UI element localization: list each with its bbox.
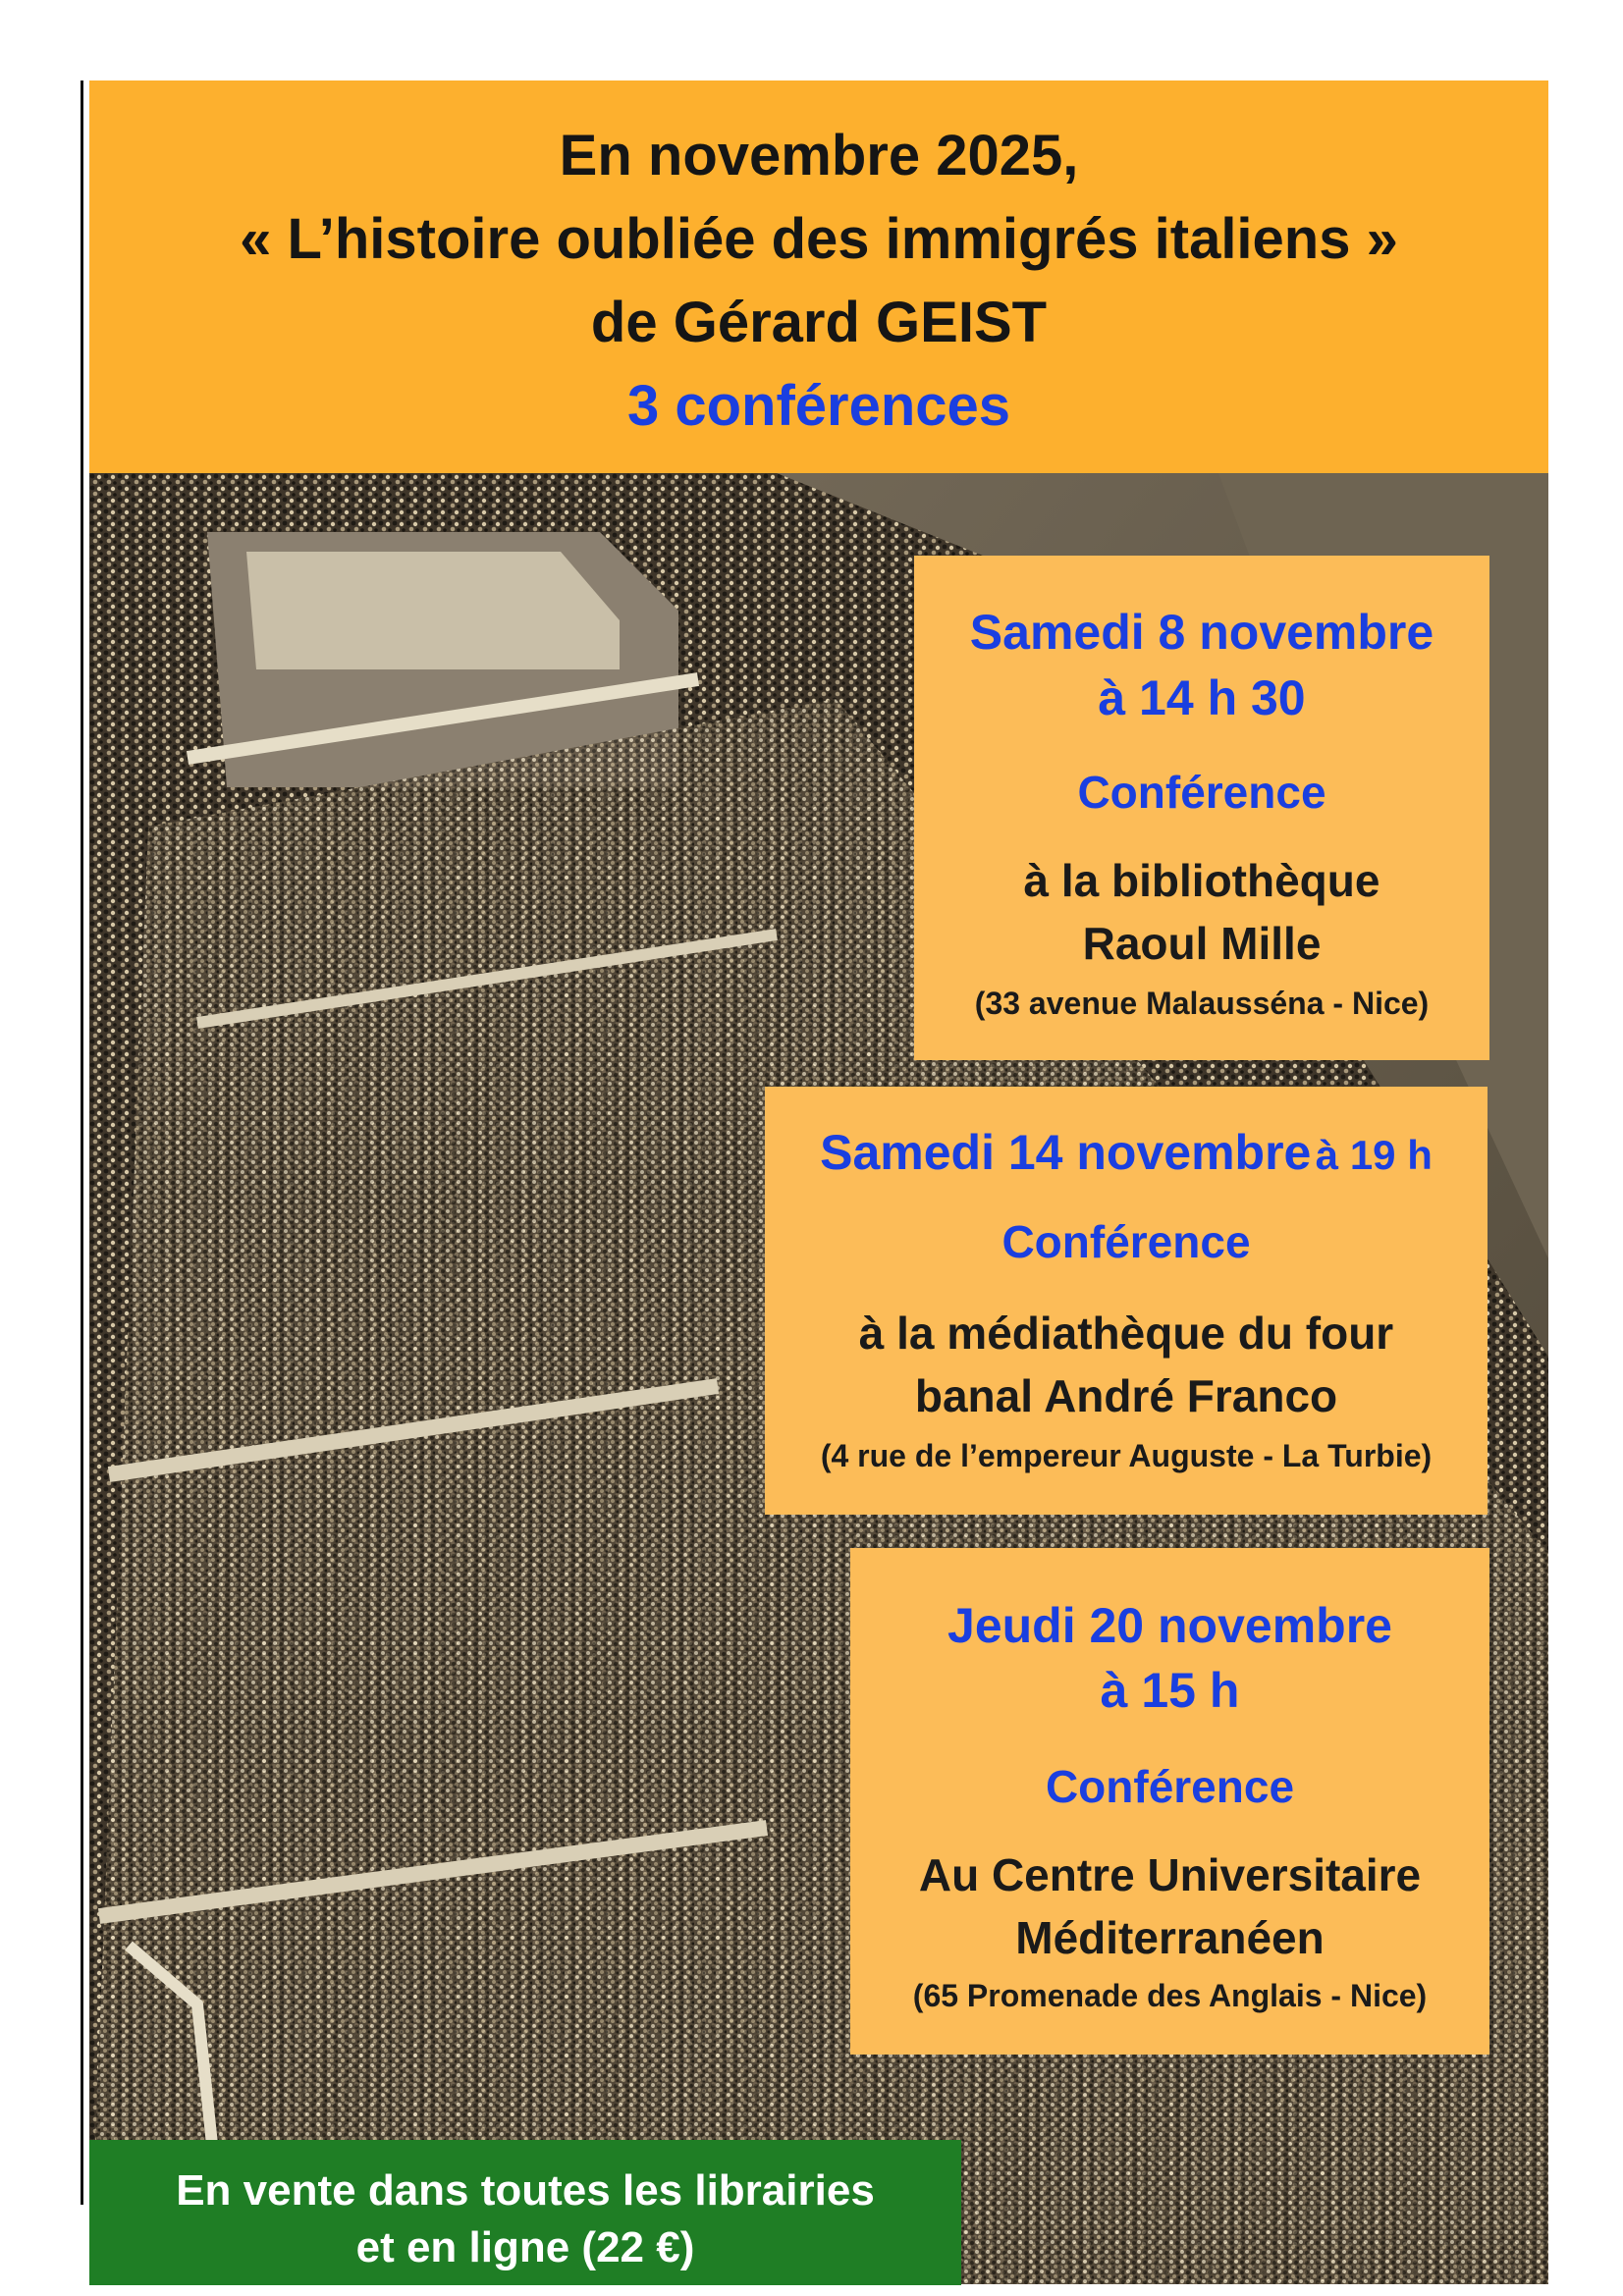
event-3-time: à 15 h [1100,1663,1240,1718]
event-2-date-row [765,1125,1488,1180]
poster-header [89,80,1548,473]
sale-line-1: En vente dans toutes les librairies [176,2166,875,2215]
event-card-2 [765,1087,1488,1515]
sale-line-2: et en ligne (22 €) [355,2223,695,2271]
event-1-time: à 14 h 30 [1098,670,1306,725]
event-1-venue-line2: Raoul Mille [1082,918,1322,969]
event-3-date: Jeudi 20 novembre [947,1598,1392,1653]
left-border-rule [81,80,83,2205]
event-1-type: Conférence [1077,767,1326,818]
header-line-author: de Gérard GEIST [590,291,1048,354]
event-2-type: Conférence [1001,1216,1251,1267]
event-2-address: (4 rue de l’empereur Auguste - La Turbie) [820,1438,1433,1473]
event-1-venue-line1: à la bibliothèque [1023,855,1380,906]
event-2-venue-line1: à la médiathèque du four [858,1308,1394,1359]
event-2-venue-line2: banal André Franco [914,1370,1338,1421]
event-2-date: Samedi 14 novembre [820,1125,1312,1180]
event-3-type: Conférence [1045,1761,1295,1812]
event-3-address: (65 Promenade des Anglais - Nice) [912,1978,1428,2013]
event-3-venue-line1: Au Centre Universitaire [918,1849,1422,1900]
header-line-title: « L’histoire oubliée des immigrés italiens » [240,207,1398,271]
event-1-address: (33 avenue Malausséna - Nice) [974,986,1430,1021]
header-line-date: En novembre 2025, [559,124,1079,187]
event-1-date: Samedi 8 novembre [969,605,1434,660]
sale-banner [89,2140,961,2285]
event-card-1 [914,556,1489,1060]
event-2-time: à 19 h [1315,1132,1433,1178]
event-3-venue-line2: Méditerranéen [1015,1912,1325,1963]
event-card-3 [850,1548,1489,2055]
header-line-count: 3 conférences [626,374,1011,438]
